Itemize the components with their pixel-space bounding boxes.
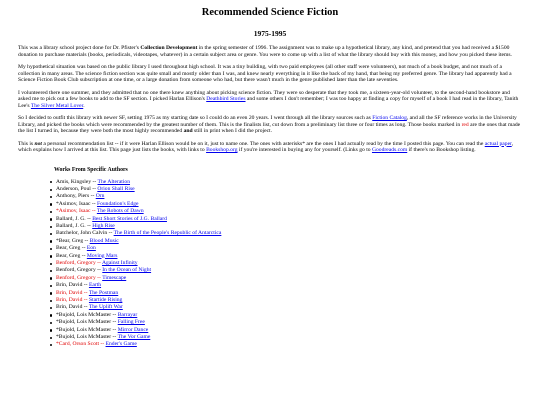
list-item	[50, 290, 522, 297]
list-item	[50, 238, 522, 245]
book-title-link[interactable]: Barrayar	[117, 311, 138, 318]
book-author: Benford, Gregory --	[56, 267, 103, 274]
book-author: Benford, Gregory --	[56, 259, 102, 266]
book-title-link[interactable]: The Alteration	[97, 178, 131, 185]
text: in the spring semester of 1996. The assignment was to make up a hypothetical library, any kind, and pretend that you had received a $1500 donation to purchase materials (books, periodicals, videotapes, whatever) in a certain subject area or genre. You were to come up with a list of what the library should buy with this money, and how you picked these items.	[18, 45, 512, 58]
book-author: *Bujold, Lois McMaster --	[56, 326, 118, 333]
book-title-link[interactable]: Best Short Stories of J.G. Ballard	[92, 215, 167, 222]
text: This is	[18, 140, 35, 147]
book-author: Brin, David --	[56, 297, 89, 303]
link-goodreads[interactable]: Goodreads.com	[371, 147, 408, 153]
book-author: *Asimov, Isaac --	[56, 200, 97, 207]
emphasis-and: and	[183, 128, 193, 134]
book-title-link[interactable]: Timescape	[102, 274, 127, 281]
book-title-link[interactable]: Eon	[86, 245, 96, 252]
course-name: Collection Development	[140, 45, 198, 51]
text: I volunteered there one summer, and they admitted that no one there knew anything about picking science fiction. They were so desperate that they took me, a sixteen-year-old volunteer, to the second-hand bookstore and asked me to pick out a few books to add to the SF section. I picked Harlan Ellison's	[18, 89, 510, 102]
book-author: Ballard, J. G. --	[56, 215, 93, 222]
book-title-link[interactable]: High Rise	[92, 222, 115, 229]
text: if you're interested in buying any for yourself. (Links go to	[237, 147, 372, 153]
intro-paragraph-2: My hypothetical situation was based on the public library I used throughout high school. It was a tiny building, with two paid employees (all other staff were volunteers), not much of a book budget, and not much of a collection in many areas. The science fiction section was quite small and mostly older than I was, and knew nearly everything in it like the back of my hand, that being my preferred genre. The library had apparently had a Science Fiction Book Club subscription at one time, or a large donation from someone who had, but there wasn't much in the genre published later than the late seventies.	[18, 64, 512, 83]
book-author: Brin, David --	[56, 282, 89, 289]
book-author: Brin, David --	[56, 289, 89, 296]
list-item	[50, 319, 522, 326]
link-bookshop[interactable]: Bookshop.org	[206, 147, 238, 153]
book-author: Ballard, J. G. --	[56, 222, 93, 229]
book-author: Brin, David --	[56, 304, 89, 311]
book-title-link[interactable]: Ender's Game	[105, 341, 137, 348]
text: .	[83, 102, 85, 109]
red-marker-word: red	[461, 121, 469, 128]
book-title-link[interactable]: The Vor Game	[117, 334, 151, 341]
intro-paragraph-4	[18, 115, 522, 135]
list-heading: Works From Specific Authors	[54, 166, 128, 173]
list-item	[50, 341, 522, 348]
list-item	[50, 312, 522, 319]
text: if there's no Bookshop listing.	[407, 147, 476, 153]
text: So I decided to outfit this library with newer SF, setting 1975 as my starting date so I could do an even 20 years. I went through all the library sources such as	[18, 115, 373, 121]
book-title-link[interactable]: The Robots of Dawn	[96, 208, 144, 215]
text: , and all the SF reference works in the University Library, and picked the books which were recommended by the greatest number of them. This is the finalists list, cut down from a preliminary list three or four times as long. Those books marked in	[18, 115, 517, 128]
book-author: Bear, Greg --	[56, 252, 87, 259]
list-item	[50, 245, 522, 252]
book-author: Batchelor, John Calvin --	[56, 230, 114, 237]
list-item	[50, 230, 522, 237]
list-item	[50, 327, 522, 334]
book-author: Amis, Kingsley --	[56, 178, 98, 185]
page-title: Recommended Science Fiction	[201, 7, 339, 18]
list-item	[50, 193, 522, 200]
book-author: Benford, Gregory --	[56, 274, 103, 281]
book-title-link[interactable]: Against Infinity	[101, 259, 138, 266]
list-item	[50, 208, 522, 215]
list-item	[50, 253, 522, 260]
list-item	[50, 275, 522, 282]
book-title-link[interactable]: Startide Rising	[88, 297, 123, 303]
book-title-link[interactable]: The Postman	[88, 289, 119, 296]
link-actual-paper[interactable]: actual paper	[484, 140, 512, 147]
book-author: *Bear, Greg --	[56, 237, 90, 244]
book-title-link[interactable]: Blood Music	[89, 237, 119, 244]
text: , which explains how I arrived at this list. This page just lists the books, with links to	[18, 140, 514, 153]
intro-paragraph-3	[18, 90, 522, 110]
list-item	[50, 201, 522, 208]
book-title-link[interactable]: Falling Free	[117, 319, 145, 326]
book-author: Anthony, Piers --	[56, 193, 96, 200]
list-item	[50, 334, 522, 341]
list-item	[50, 179, 522, 186]
book-title-link[interactable]: Moving Mars	[86, 252, 118, 259]
page-subtitle: 1975-1995	[253, 29, 287, 38]
book-author: *Asimov, Isaac --	[56, 208, 97, 215]
book-author: *Card, Orson Scott --	[56, 341, 106, 348]
list-item	[50, 304, 522, 311]
book-author: Bear, Greg --	[56, 245, 87, 252]
text: a personal recommendation list -- if it were Harlan Ellison would be on it, just to name one. The ones with asterisks* are the ones I had actually read by the time I posted this page. You can read the	[41, 140, 485, 147]
book-title-link[interactable]: Earth	[88, 282, 102, 289]
text: This was a library school project done for Dr. Pfister's	[18, 45, 141, 51]
book-title-link[interactable]: Mirror Dance	[117, 326, 149, 333]
book-author: *Bujold, Lois McMaster --	[56, 311, 118, 318]
link-silver-metal-lover[interactable]: The Silver Metal Lover	[30, 102, 84, 109]
book-author: Anderson, Poul --	[56, 185, 98, 192]
link-deathbird-stories[interactable]: Deathbird Stories	[206, 96, 246, 102]
link-fiction-catalog[interactable]: Fiction Catalog	[372, 115, 407, 121]
text: still in print when I did the project.	[192, 128, 273, 134]
book-title-link[interactable]: Orn	[95, 193, 105, 200]
intro-paragraph-1	[18, 45, 522, 58]
book-author: *Bujold, Lois McMaster --	[56, 319, 118, 326]
book-title-link[interactable]: Orion Shall Rise	[97, 185, 135, 192]
text: are the ones that made the list I turned in, because they were both the most highly recommended	[18, 121, 521, 134]
book-title-link[interactable]: In the Ocean of Night	[102, 267, 152, 274]
book-title-link[interactable]: The Birth of the People's Republic of Antarctica	[113, 230, 222, 237]
book-author: *Bujold, Lois McMaster --	[56, 334, 118, 341]
text: and some others I don't remember; I was too happy at finding a copy for myself of a book I had read in the library, Tanith Lee's	[18, 96, 519, 109]
intro-paragraph-5	[18, 141, 522, 154]
list-item	[50, 267, 522, 274]
emphasis-not: not	[34, 140, 42, 147]
book-list	[18, 179, 522, 349]
list-item	[50, 282, 522, 289]
book-title-link[interactable]: Foundation's Edge	[96, 200, 139, 207]
book-title-link[interactable]: The Uplift War	[88, 304, 123, 311]
list-item	[50, 186, 522, 193]
list-item	[50, 216, 522, 223]
